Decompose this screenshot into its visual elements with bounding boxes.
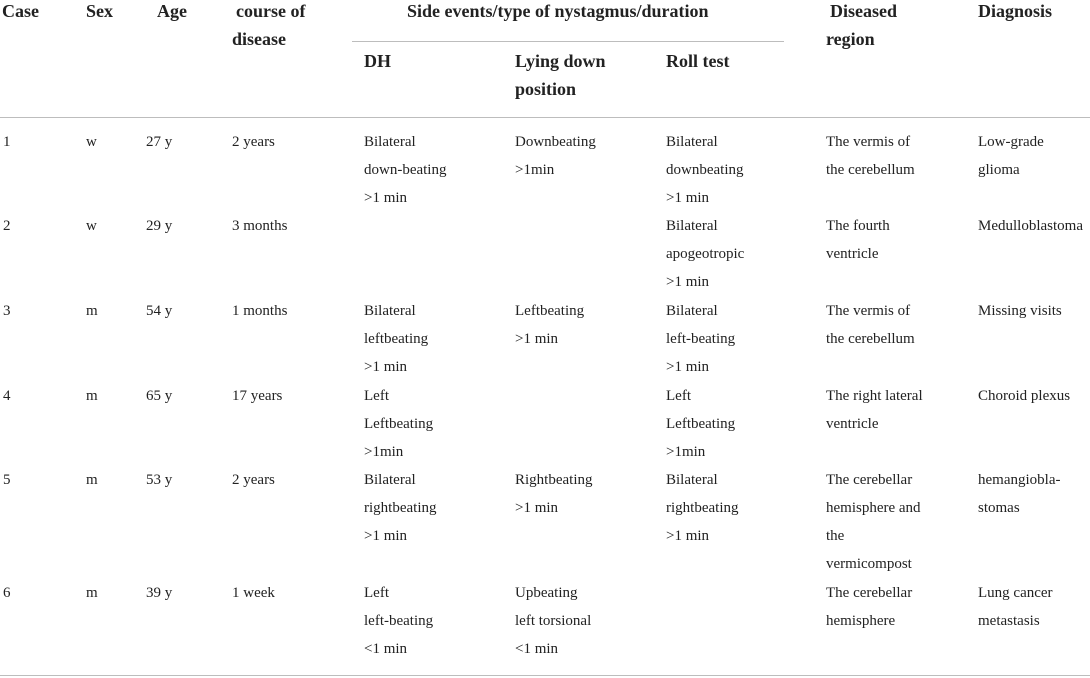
cell-diagnosis: metastasis (978, 613, 1040, 629)
cell-roll: >1 min (666, 274, 710, 290)
header-bottom-rule (0, 117, 1090, 118)
cell-sex: m (86, 472, 98, 488)
cell-age: 54 y (146, 303, 173, 319)
cell-dh: >1 min (364, 359, 408, 375)
cell-lying: Downbeating (515, 134, 596, 150)
cell-region: The vermis of (826, 303, 911, 319)
header-sex: Sex (86, 1, 113, 21)
header-lying-line1: Lying down (515, 51, 606, 71)
cell-region: the (826, 528, 845, 544)
cell-region: hemisphere (826, 613, 896, 629)
cell-roll: Left (666, 388, 691, 404)
cell-diagnosis: stomas (978, 500, 1020, 516)
header-lying-line2: position (515, 79, 577, 99)
header-dh: DH (364, 51, 391, 71)
cell-case: 2 (3, 218, 11, 234)
table-bottom-rule (0, 675, 1090, 676)
cell-age: 53 y (146, 472, 173, 488)
header-case: Case (2, 1, 39, 21)
cell-sex: m (86, 585, 98, 601)
cell-region: the cerebellum (826, 162, 915, 178)
header-course-line2: disease (232, 29, 286, 49)
cell-dh: >1min (364, 444, 404, 460)
cell-diagnosis: Choroid plexus (978, 388, 1071, 404)
cell-lying: >1min (515, 162, 555, 178)
cell-roll: Bilateral (666, 472, 718, 488)
cell-roll: downbeating (666, 162, 744, 178)
cell-sex: w (86, 218, 97, 234)
cell-dh: leftbeating (364, 331, 429, 347)
cell-case: 3 (3, 303, 11, 319)
cell-roll: Leftbeating (666, 416, 736, 432)
cell-dh: Bilateral (364, 303, 416, 319)
cell-region: The cerebellar (826, 472, 913, 488)
cell-region: ventricle (826, 416, 879, 432)
side-events-rule (352, 41, 784, 42)
cell-roll: rightbeating (666, 500, 739, 516)
cell-dh: Bilateral (364, 134, 416, 150)
cell-roll: >1 min (666, 359, 710, 375)
cell-roll: >1min (666, 444, 706, 460)
cell-course: 3 months (232, 218, 288, 234)
cell-course: 1 week (232, 585, 275, 601)
cell-roll: >1 min (666, 528, 710, 544)
cell-lying: Leftbeating (515, 303, 585, 319)
cell-case: 5 (3, 472, 11, 488)
cell-dh: down-beating (364, 162, 447, 178)
cell-case: 6 (3, 585, 11, 601)
cell-dh: Bilateral (364, 472, 416, 488)
cell-region: The vermis of (826, 134, 911, 150)
cell-course: 17 years (232, 388, 283, 404)
cell-roll: Bilateral (666, 218, 718, 234)
cell-diagnosis: Lung cancer (978, 585, 1053, 601)
cell-lying: Rightbeating (515, 472, 593, 488)
cell-lying: Upbeating (515, 585, 578, 601)
header-roll: Roll test (666, 51, 730, 71)
cell-dh: left-beating (364, 613, 434, 629)
cell-dh: >1 min (364, 190, 408, 206)
cell-region: The right lateral (826, 388, 923, 404)
cell-sex: m (86, 388, 98, 404)
cell-dh: rightbeating (364, 500, 437, 516)
cell-diagnosis: Missing visits (978, 303, 1062, 319)
cell-region: the cerebellum (826, 331, 915, 347)
cell-region: vermicompost (826, 556, 912, 572)
cell-region: The fourth (826, 218, 890, 234)
cell-lying: <1 min (515, 641, 559, 657)
header-age: Age (157, 1, 187, 21)
cell-roll: left-beating (666, 331, 736, 347)
header-side-events: Side events/type of nystagmus/duration (407, 1, 709, 21)
cell-roll: apogeotropic (666, 246, 745, 262)
cell-roll: Bilateral (666, 303, 718, 319)
cell-age: 27 y (146, 134, 173, 150)
cell-case: 1 (3, 134, 11, 150)
cell-lying: left torsional (515, 613, 592, 629)
header-course-line1: course of (236, 1, 306, 21)
cell-course: 2 years (232, 472, 275, 488)
cell-dh: Leftbeating (364, 416, 434, 432)
cell-dh: Left (364, 388, 389, 404)
cell-diagnosis: hemangiobla- (978, 472, 1061, 488)
cell-region: hemisphere and (826, 500, 921, 516)
cell-lying: >1 min (515, 500, 559, 516)
cell-age: 39 y (146, 585, 173, 601)
cell-diagnosis: Low-grade (978, 134, 1044, 150)
cell-dh: >1 min (364, 528, 408, 544)
cell-diagnosis: Medulloblastoma (978, 218, 1083, 234)
cell-age: 29 y (146, 218, 173, 234)
cell-region: ventricle (826, 246, 879, 262)
cell-sex: w (86, 134, 97, 150)
cell-region: The cerebellar (826, 585, 913, 601)
header-diagnosis: Diagnosis (978, 1, 1053, 21)
cell-lying: >1 min (515, 331, 559, 347)
cell-case: 4 (3, 388, 11, 404)
header-region-line2: region (826, 29, 875, 49)
cell-dh: Left (364, 585, 389, 601)
cell-sex: m (86, 303, 98, 319)
header-region-line1: Diseased (830, 1, 897, 21)
cell-course: 2 years (232, 134, 275, 150)
cell-roll: Bilateral (666, 134, 718, 150)
cell-roll: >1 min (666, 190, 710, 206)
cell-age: 65 y (146, 388, 173, 404)
cell-diagnosis: glioma (978, 162, 1020, 178)
cell-course: 1 months (232, 303, 288, 319)
cell-dh: <1 min (364, 641, 408, 657)
